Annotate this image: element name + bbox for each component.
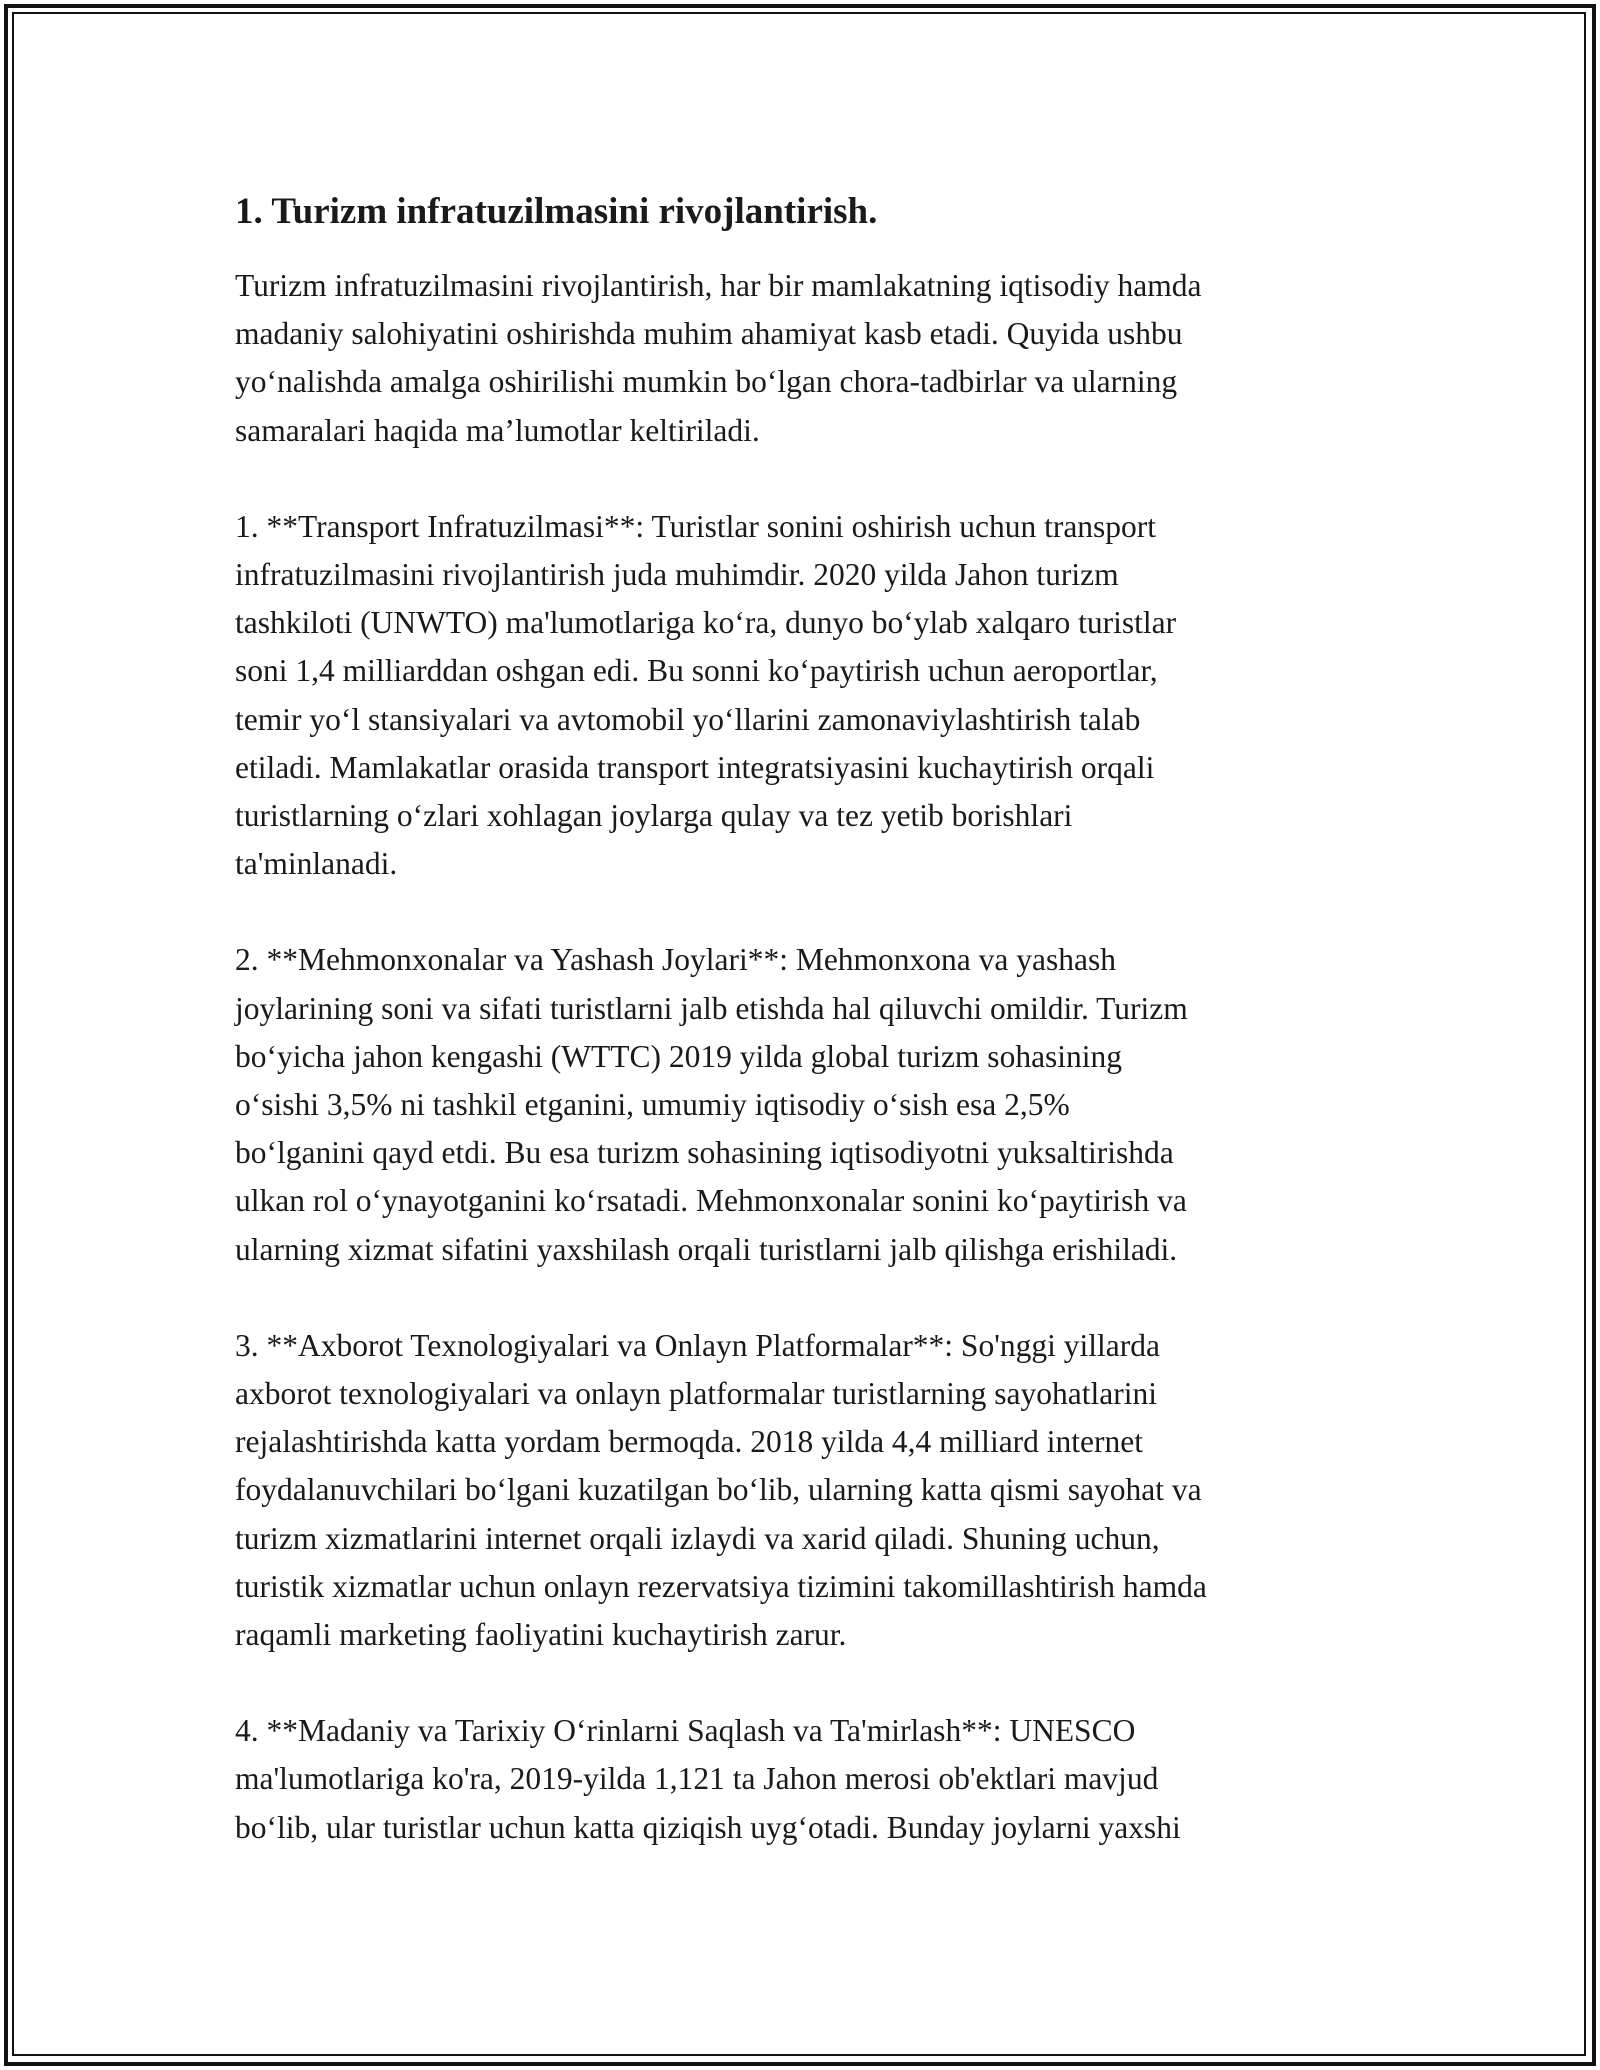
text-line: tashkiloti (UNWTO) ma'lumotlariga koʻra, dunyo boʻylab xalqaro turistlar (235, 605, 1177, 641)
text-line: etiladi. Mamlakatlar orasida transport integratsiyasini kuchaytirish orqali (235, 749, 1155, 785)
heritage-paragraph (235, 1707, 1385, 1852)
transport-paragraph (235, 503, 1385, 889)
text-line: ulkan rol oʻynayotganini koʻrsatadi. Mehmonxonalar sonini koʻpaytirish va (235, 1183, 1187, 1219)
document-page (235, 190, 1385, 1900)
text-line: 3. **Axborot Texnologiyalari va Onlayn Platformalar**: So'nggi yillarda (235, 1327, 1160, 1363)
text-line: boʻlganini qayd etdi. Bu esa turizm sohasining iqtisodiyotni yuksaltirishda (235, 1135, 1174, 1171)
text-line: boʻyicha jahon kengashi (WTTC) 2019 yilda global turizm sohasining (235, 1038, 1123, 1074)
text-line: soni 1,4 milliarddan oshgan edi. Bu sonni koʻpaytirish uchun aeroportlar, (235, 653, 1158, 689)
it-paragraph (235, 1322, 1385, 1659)
text-line: 1. **Transport Infratuzilmasi**: Turistlar sonini oshirish uchun transport (235, 508, 1157, 544)
text-line: madaniy salohiyatini oshirishda muhim ahamiyat kasb etadi. Quyida ushbu (235, 316, 1183, 352)
text-line: infratuzilmasini rivojlantirish juda muhimdir. 2020 yilda Jahon turizm (235, 557, 1119, 593)
text-line: 2. **Mehmonxonalar va Yashash Joylari**: Mehmonxona va yashash (235, 942, 1117, 978)
text-line: raqamli marketing faoliyatini kuchaytirish zarur. (235, 1617, 847, 1653)
text-line: ta'minlanadi. (235, 846, 398, 882)
text-line: ularning xizmat sifatini yaxshilash orqali turistlarni jalb qilishga erishiladi. (235, 1231, 1178, 1267)
text-line: foydalanuvchilari boʻlgani kuzatilgan boʻlib, ularning katta qismi sayohat va (235, 1472, 1202, 1508)
hotels-paragraph (235, 936, 1385, 1273)
text-line: ma'lumotlariga ko'ra, 2019-yilda 1,121 ta Jahon merosi ob'ektlari mavjud (235, 1761, 1159, 1797)
text-line: turistlarning oʻzlari xohlagan joylarga qulay va tez yetib borishlari (235, 798, 1073, 834)
text-line: 4. **Madaniy va Tarixiy Oʻrinlarni Saqlash va Ta'mirlash**: UNESCO (235, 1713, 1136, 1749)
text-line: yoʻnalishda amalga oshirilishi mumkin boʻlgan chora-tadbirlar va ularning (235, 364, 1178, 400)
text-line: samaralari haqida maʼlumotlar keltiriladi. (235, 412, 760, 448)
text-line: oʻsishi 3,5% ni tashkil etganini, umumiy iqtisodiy oʻsish esa 2,5% (235, 1087, 1070, 1123)
text-line: axborot texnologiyalari va onlayn platformalar turistlarning sayohatlarini (235, 1376, 1157, 1412)
text-line: joylarining soni va sifati turistlarni jalb etishda hal qiluvchi omildir. Turizm (235, 990, 1188, 1026)
section-heading: 1. Turizm infratuzilmasini rivojlantirish. (235, 191, 878, 232)
text-line: boʻlib, ular turistlar uchun katta qiziqish uygʻotadi. Bunday joylarni yaxshi (235, 1809, 1181, 1845)
text-line: turistik xizmatlar uchun onlayn rezervatsiya tizimini takomillashtirish hamda (235, 1568, 1207, 1604)
text-line: Turizm infratuzilmasini rivojlantirish, har bir mamlakatning iqtisodiy hamda (235, 268, 1202, 303)
text-line: turizm xizmatlarini internet orqali izlaydi va xarid qiladi. Shuning uchun, (235, 1520, 1160, 1556)
text-line: temir yoʻl stansiyalari va avtomobil yoʻllarini zamonaviylashtirish talab (235, 701, 1141, 737)
intro-paragraph (235, 262, 1385, 455)
text-line: rejalashtirishda katta yordam bermoqda. 2018 yilda 4,4 milliard internet (235, 1424, 1143, 1460)
